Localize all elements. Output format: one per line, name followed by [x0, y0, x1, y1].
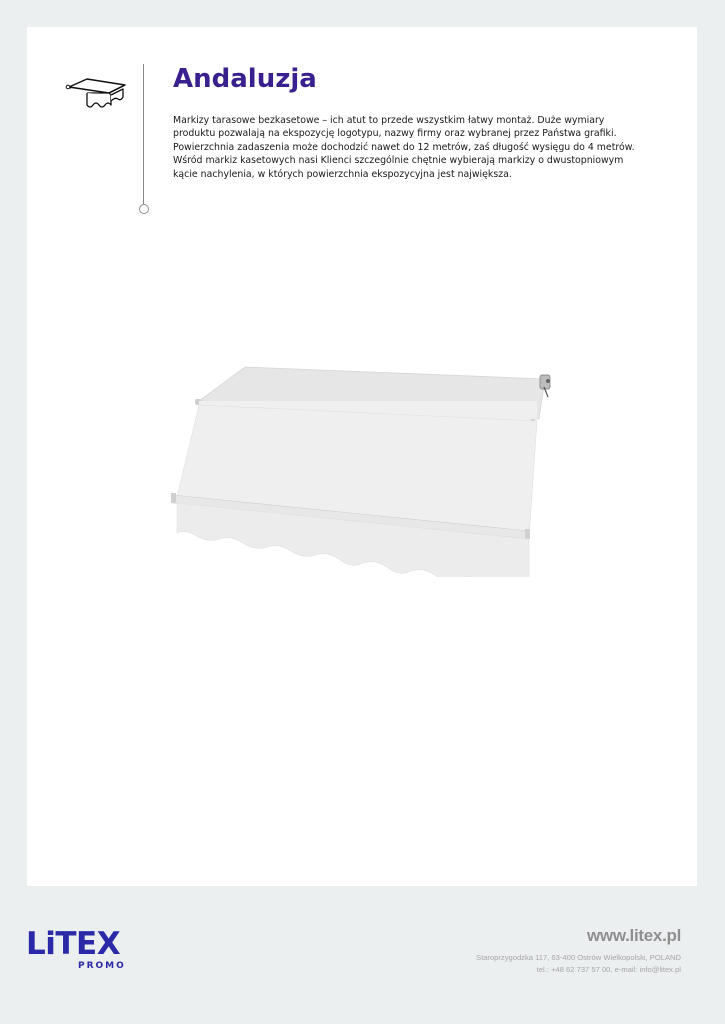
footer-contact — [476, 926, 681, 976]
logo-text: LiTEX — [26, 926, 121, 962]
company-address: Staroprzygodzka 117, 63-400 Ostrów Wielkopolski, POLAND — [476, 953, 681, 962]
product-description: Markizy tarasowe bezkasetowe – ich atut to przede wszystkim łatwy montaż. Duże wymiary produktu pozwalają na ekspozycję logotypu, nazwy firmy oraz wybranej przez Państwa grafiki. Powierzchnia zadaszenia może dochodzić nawet do 12 metrów, zaś długość wysięgu do 4 metrów. Wśród markiz kasetowych nasi Klienci szczególnie chętnie wybierają markizy o dwustopniowym kącie nachylenia, w których powierzchnia ekspozycyjna jest największa. — [173, 115, 635, 180]
divider-line — [143, 64, 144, 205]
product-sheet — [27, 27, 697, 886]
awning-icon — [65, 73, 129, 113]
awning-illustration — [167, 357, 567, 577]
divider-dot — [139, 204, 149, 214]
logo-subtext: PROMO — [78, 961, 126, 971]
website-link[interactable]: www.litex.pl — [586, 926, 681, 945]
company-contact: tel.: +48 62 737 57 00, e-mail: info@litex.pl — [536, 965, 681, 974]
litex-promo-logo — [26, 924, 146, 972]
product-title: Andaluzja — [173, 64, 317, 94]
